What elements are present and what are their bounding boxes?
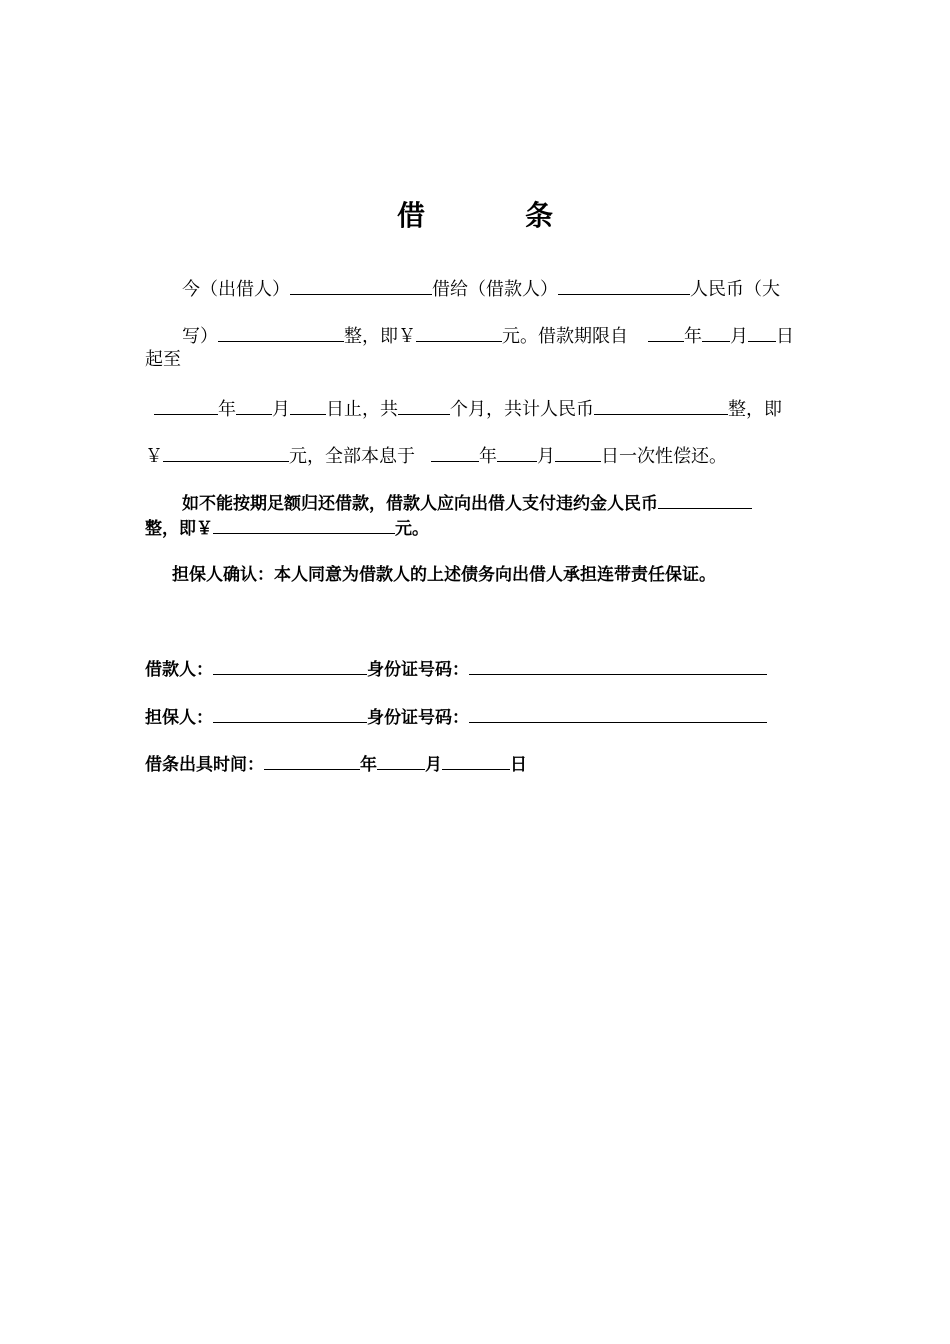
p1-line2b: 起至 xyxy=(145,349,181,370)
guarantor-sign-row: 担保人： 身份证号码： xyxy=(145,704,767,730)
borrower-blank[interactable] xyxy=(558,276,690,295)
guarantor-statement: 担保人确认：本人同意为借款人的上述债务向出借人承担连带责任保证。 xyxy=(172,565,716,585)
start-month-blank[interactable] xyxy=(702,323,730,342)
end-day-blank[interactable] xyxy=(290,396,326,415)
borrower-name-blank[interactable] xyxy=(213,656,367,675)
total-num-blank[interactable] xyxy=(163,443,289,462)
total-caps-blank[interactable] xyxy=(594,396,728,415)
amount-caps-label: 人民币（大 xyxy=(690,279,780,300)
repay-day-blank[interactable] xyxy=(555,443,601,462)
issue-month-blank[interactable] xyxy=(377,751,425,770)
p1-line4: ￥ 元，全部本息于 年 月 日一次性偿还。 xyxy=(145,443,727,469)
issue-day-blank[interactable] xyxy=(442,751,510,770)
lender-label: 今（出借人） xyxy=(182,279,290,300)
repay-month-blank[interactable] xyxy=(497,443,537,462)
p1-line1 xyxy=(182,276,780,302)
guarantor-id-blank[interactable] xyxy=(469,704,767,723)
p2-line2: 整，即￥ 元。 xyxy=(145,515,429,541)
p2-line1: 如不能按期足额归还借款，借款人应向出借人支付违约金人民币 xyxy=(182,490,752,516)
penalty-caps-blank[interactable] xyxy=(658,490,752,509)
amount-num-blank[interactable] xyxy=(416,323,502,342)
repay-year-blank[interactable] xyxy=(431,443,479,462)
end-month-blank[interactable] xyxy=(236,396,272,415)
document-title: 借 条 xyxy=(396,199,589,232)
start-day-blank[interactable] xyxy=(748,323,776,342)
lender-blank[interactable] xyxy=(290,276,432,295)
amount-caps-blank[interactable] xyxy=(218,323,344,342)
p1-line3: 年 月 日止，共 个月，共计人民币 整，即 xyxy=(154,396,782,422)
penalty-num-blank[interactable] xyxy=(213,515,395,534)
issue-year-blank[interactable] xyxy=(264,751,360,770)
p1-line2: 写） 整，即￥ 元。借款期限自 年 月 日 xyxy=(182,323,794,349)
guarantor-name-blank[interactable] xyxy=(213,704,367,723)
issue-date-row: 借条出具时间： 年 月 日 xyxy=(145,751,527,777)
borrower-id-blank[interactable] xyxy=(469,656,767,675)
months-blank[interactable] xyxy=(398,396,450,415)
end-year-blank[interactable] xyxy=(154,396,218,415)
start-year-blank[interactable] xyxy=(648,323,684,342)
borrower-sign-row: 借款人： 身份证号码： xyxy=(145,656,767,682)
borrower-label: 借给（借款人） xyxy=(432,279,558,300)
